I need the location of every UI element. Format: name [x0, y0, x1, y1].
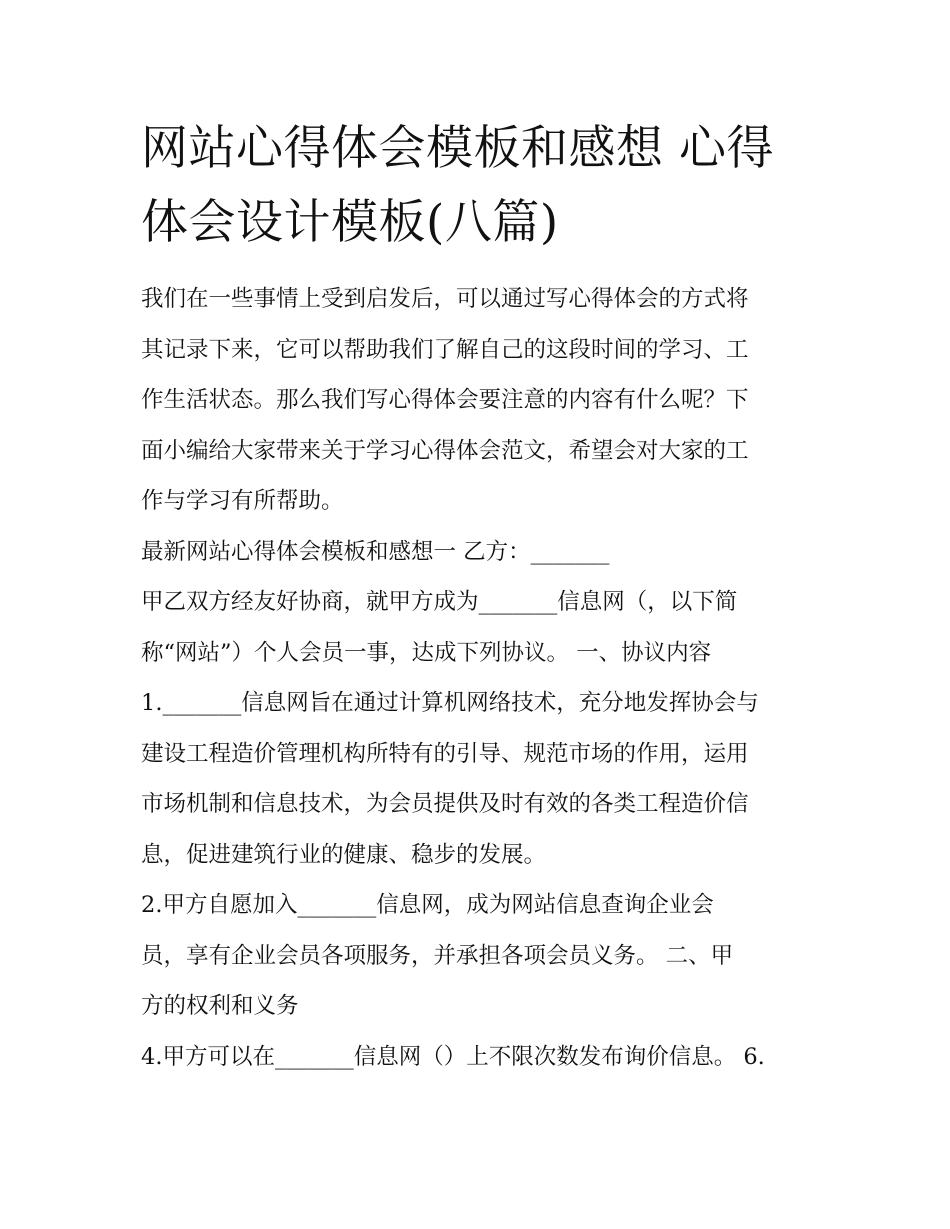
document-body: [141, 274, 831, 1082]
body-line: 其记录下来，它可以帮助我们了解自己的这段时间的学习、工: [141, 336, 749, 363]
body-line: 作与学习有所帮助。: [141, 488, 344, 514]
body-line: 最新网站心得体会模板和感想一 乙方：_______: [141, 538, 610, 565]
body-line: 市场机制和信息技术，为会员提供及时有效的各类工程造价信: [141, 791, 749, 817]
body-line: 面小编给大家带来关于学习心得体会范文，希望会对大家的工: [141, 437, 749, 464]
body-line: 2.甲方自愿加入_______信息网，成为网站信息查询企业会: [141, 892, 714, 918]
body-line: 员，享有企业会员各项服务，并承担各项会员义务。 二、甲: [141, 942, 734, 969]
body-line: 作生活状态。那么我们写心得体会要注意的内容有什么呢？下: [141, 387, 749, 413]
body-line: 息，促进建筑行业的健康、稳步的发展。: [141, 841, 547, 868]
title-line-2: 体会设计模板(八篇): [141, 195, 559, 250]
body-line: 4.甲方可以在_______信息网（）上不限次数发布询价信息。 6.: [141, 1043, 765, 1070]
body-line: 我们在一些事情上受到启发后，可以通过写心得体会的方式将: [141, 286, 749, 312]
title-line-1: 网站心得体会模板和感想 心得: [141, 121, 774, 176]
body-line: 甲乙双方经友好协商，就甲方成为_______信息网（，以下简: [141, 589, 738, 615]
document-title: [141, 112, 841, 260]
body-line: 称“网站”）个人会员一事，达成下列协议。 一、协议内容: [141, 639, 712, 666]
body-line: 方的权利和义务: [141, 993, 299, 1019]
body-line: 1._______信息网旨在通过计算机网络技术，充分地发挥协会与: [141, 690, 759, 716]
body-line: 建设工程造价管理机构所特有的引导、规范市场的作用，运用: [141, 740, 749, 767]
